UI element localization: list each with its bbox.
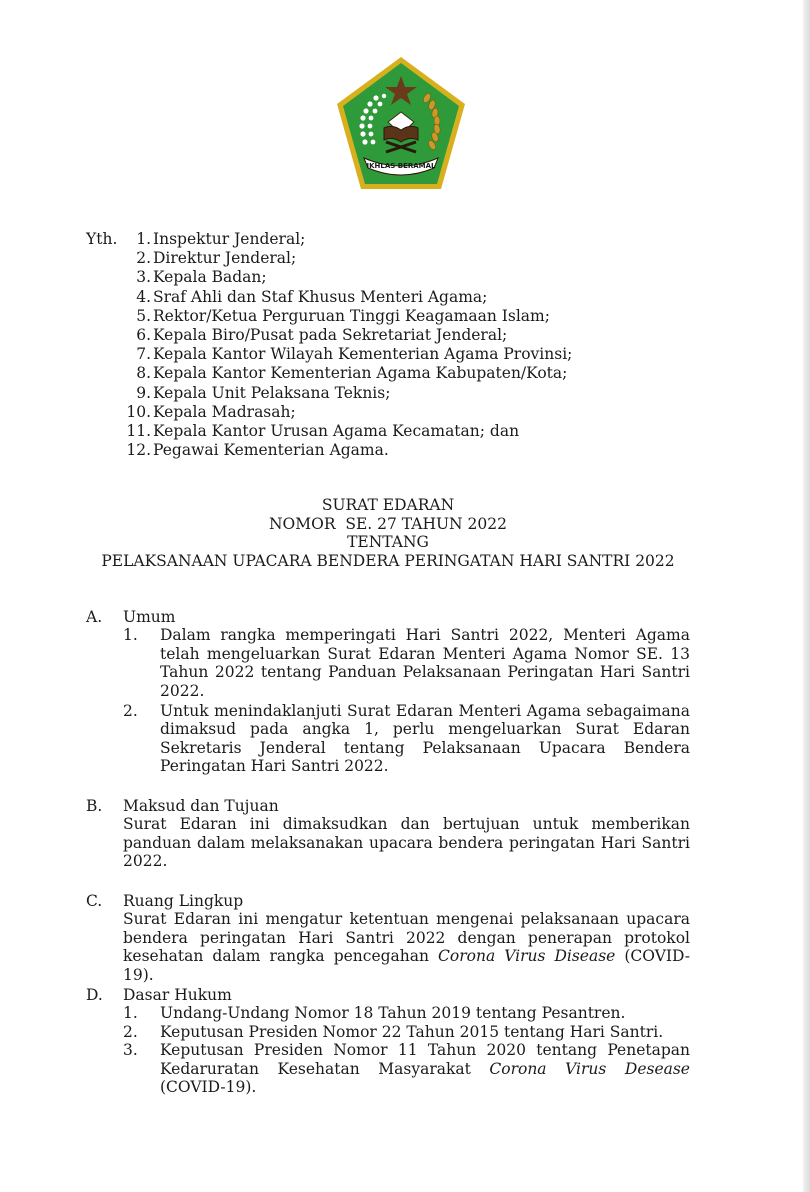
list-item: 11. Kepala Kantor Urusan Agama Kecamatan; dan — [126, 422, 520, 441]
section-a — [86, 608, 690, 776]
document-title — [86, 496, 690, 570]
section-d — [86, 986, 690, 1096]
list-item: 7. Kepala Kantor Wilayah Kementerian Agama Provinsi; — [136, 345, 573, 364]
list-item: 10. Kepala Madrasah; — [126, 402, 296, 421]
list-item: 1. Inspektur Jenderal; — [136, 230, 306, 248]
list-item: 2. Direktur Jenderal; — [136, 249, 297, 268]
section-paragraph: Surat Edaran ini dimaksudkan dan bertujuan untuk memberikan panduan dalam melaksanakan upacara bendera peringatan Hari Santri 2022. — [123, 815, 690, 871]
title-line: SURAT EDARAN — [321, 496, 455, 514]
section-heading: Dasar Hukum — [123, 986, 232, 1004]
section-b — [86, 797, 690, 871]
list-item: 5. Rektor/Ketua Perguruan Tinggi Keagamaan Islam; — [136, 306, 550, 325]
list-item: 12. Pegawai Kementerian Agama. — [126, 441, 389, 460]
list-item: 4. Sraf Ahli dan Staf Khusus Menteri Agama; — [136, 287, 488, 306]
section-letter: B. — [86, 797, 103, 815]
section-letter: A. — [86, 608, 103, 626]
ministry-emblem-icon — [334, 54, 468, 194]
list-item: 1. Undang-Undang Nomor 18 Tahun 2019 tentang Pesantren. — [123, 1004, 626, 1023]
list-item: 3. Keputusan Presiden Nomor 11 Tahun 2020 tentang Penetapan Kedaruratan Kesehatan Masyarakat Corona Virus Desease (COVID-19). — [123, 1041, 690, 1097]
title-line: TENTANG — [347, 533, 429, 551]
addressee-list — [124, 230, 644, 460]
list-item: 1. Dalam rangka memperingati Hari Santri 2022, Menteri Agama telah mengeluarkan Surat Edaran Menteri Agama Nomor SE. 13 Tahun 2022 tentang Panduan Pelaksanaan Peringatan Hari Santri 2022. — [123, 626, 690, 700]
list-item: 2. Keputusan Presiden Nomor 22 Tahun 2015 tentang Hari Santri. — [123, 1022, 664, 1041]
list-item: 2. Untuk menindaklanjuti Surat Edaran Menteri Agama sebagaimana dimaksud pada angka 1, perlu mengeluarkan Surat Edaran Sekretaris Jenderal tentang Pelaksanaan Upacara Bendera Peringatan Hari Santri 2022. — [123, 702, 690, 776]
list-item: 6. Kepala Biro/Pusat pada Sekretariat Jenderal; — [136, 326, 508, 345]
list-item: 8. Kepala Kantor Kementerian Agama Kabupaten/Kota; — [136, 364, 568, 383]
section-heading: Umum — [123, 608, 176, 626]
addressee-label: Yth. — [86, 230, 118, 248]
section-list — [123, 626, 690, 775]
title-number: NOMOR SE. 27 TAHUN 2022 — [268, 514, 507, 533]
emblem-ribbon-text: IKHLAS BERAMAL — [366, 162, 436, 170]
page-edge-shadow — [803, 0, 810, 1192]
section-heading: Ruang Lingkup — [123, 892, 244, 910]
section-c — [86, 892, 690, 984]
list-item: 3. Kepala Badan; — [136, 268, 267, 287]
title-subject: PELAKSANAAN UPACARA BENDERA PERINGATAN HARI SANTRI 2022 — [101, 551, 675, 570]
list-item: 9. Kepala Unit Pelaksana Teknis; — [136, 383, 391, 402]
section-list — [123, 1004, 690, 1096]
section-paragraph: Surat Edaran ini mengatur ketentuan mengenai pelaksanaan upacara bendera peringatan Hari Santri 2022 dengan penerapan protokol kesehatan dalam rangka pencegahan Corona Virus Disease (COVID-19). — [123, 910, 690, 984]
section-letter: C. — [86, 892, 103, 910]
section-heading: Maksud dan Tujuan — [123, 797, 279, 815]
section-letter: D. — [86, 986, 103, 1004]
